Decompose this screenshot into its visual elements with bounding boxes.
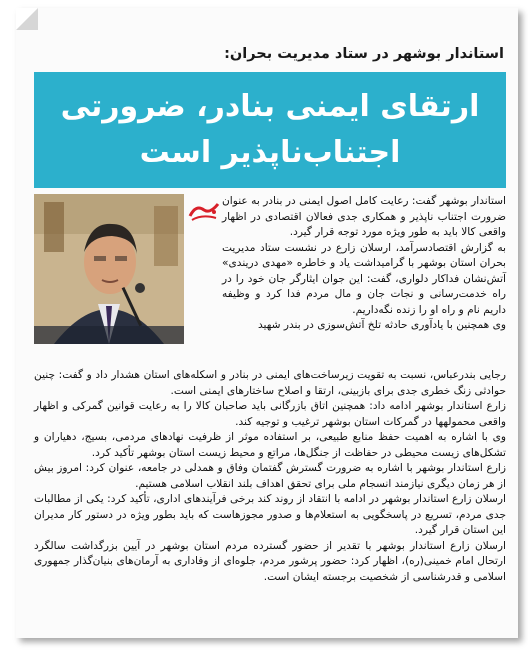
magazine-logo: [186, 198, 222, 224]
governor-photo: [34, 194, 184, 344]
paragraph: وی با اشاره به اهمیت حفظ منابع طبیعی، بر استفاده موثر از ظرفیت نهادهای مردمی، بسیج، دهیاران و تشکل‌های زیست محیطی در حفاظت از جنگل‌ها، مراتع و محیط زیست استان بوشهر تأکید کرد.: [34, 431, 506, 459]
article-kicker: استاندار بوشهر در ستاد مدیریت بحران:: [224, 46, 504, 62]
logo-mark: [186, 198, 222, 224]
governor-photo-illustration: [34, 194, 184, 344]
paragraph: ارسلان زارع استاندار بوشهر با تقدیر از حضور گسترده مردم استان بوشهر در آیین بزرگداشت سالگرد ارتحال امام خمینی(ره)، اظهار کرد: حضور پرشور مردم، جلوه‌ای از وفاداری به آرمان‌های بنیان‌گذار جمهوری اسلامی و قدرشناسی از شخصیت برجسته ایشان است.: [34, 539, 506, 583]
paragraph: استاندار بوشهر گفت: رعایت کامل اصول ایمنی در بنادر به عنوان ضرورت اجتناب ناپذیر و همکاری جدی فعالان اقتصادی در اظهار واقعی کالا باید به طور ویژه مورد توجه قرار گیرد.: [222, 195, 506, 238]
headline-line-2: اجتناب‌ناپذیر است: [139, 135, 401, 170]
article-body-full: [34, 368, 506, 585]
headline-line-1: ارتقای ایمنی بنادر، ضرورتی: [60, 89, 480, 124]
article-body-top: [222, 194, 506, 334]
paragraph: وی همچنین با یادآوری حادثه تلخ آتش‌سوزی در بندر شهید: [257, 319, 506, 331]
paragraph: رجایی بندرعباس، نسبت به تقویت زیرساخت‌های ایمنی در بنادر و اسکله‌های استان هشدار داد و گفت: چنین حوادثی زنگ خطری جدی برای بازبینی، ارتقا و اصلاح ساختارهای ایمنی است.: [34, 369, 506, 397]
news-clipping: [16, 8, 518, 638]
paragraph: زارع استاندار بوشهر با اشاره به ضرورت گسترش گفتمان وفاق و همدلی در جامعه، عنوان کرد: امروز بیش از هر زمان دیگری نیازمند انسجام ملی برای تحقق اهداف بلند انقلاب اسلامی هستیم.: [34, 462, 506, 490]
paragraph: به گزارش اقتصادسرآمد، ارسلان زارع در نشست ستاد مدیریت بحران استان بوشهر با گرامیداشت یاد و خاطره «مهدی دریندی» آتش‌نشان فداکار دلواری، گفت: این جوان ایثارگر جان خود را در راه خدمت‌رسانی و نجات جان و مال مردم فدا کرد و وظیفه داریم نام و راه او را زنده نگه‌داریم.: [222, 241, 506, 316]
page-fold-corner: [16, 8, 38, 30]
paragraph: زارع استاندار بوشهر ادامه داد: همچنین اتاق بازرگانی باید صاحبان کالا را به رعایت قوانین گمرکی و اظهار واقعی محمولهها در گمرکات استان بوشهر ترغیب و توجیه کند.: [34, 400, 506, 428]
headline-box: [34, 72, 506, 188]
paragraph: ارسلان زارع استاندار بوشهر در ادامه با انتقاد از روند کند برخی فرآیندهای اداری، تأکید کرد: یکی از مطالبات جدی مردم، تسریع در پاسخگویی به استعلام‌ها و صدور مجوزهاست که باید بطور ویژه در دستور کار مدیران این استان قرار گیرد.: [34, 493, 506, 536]
